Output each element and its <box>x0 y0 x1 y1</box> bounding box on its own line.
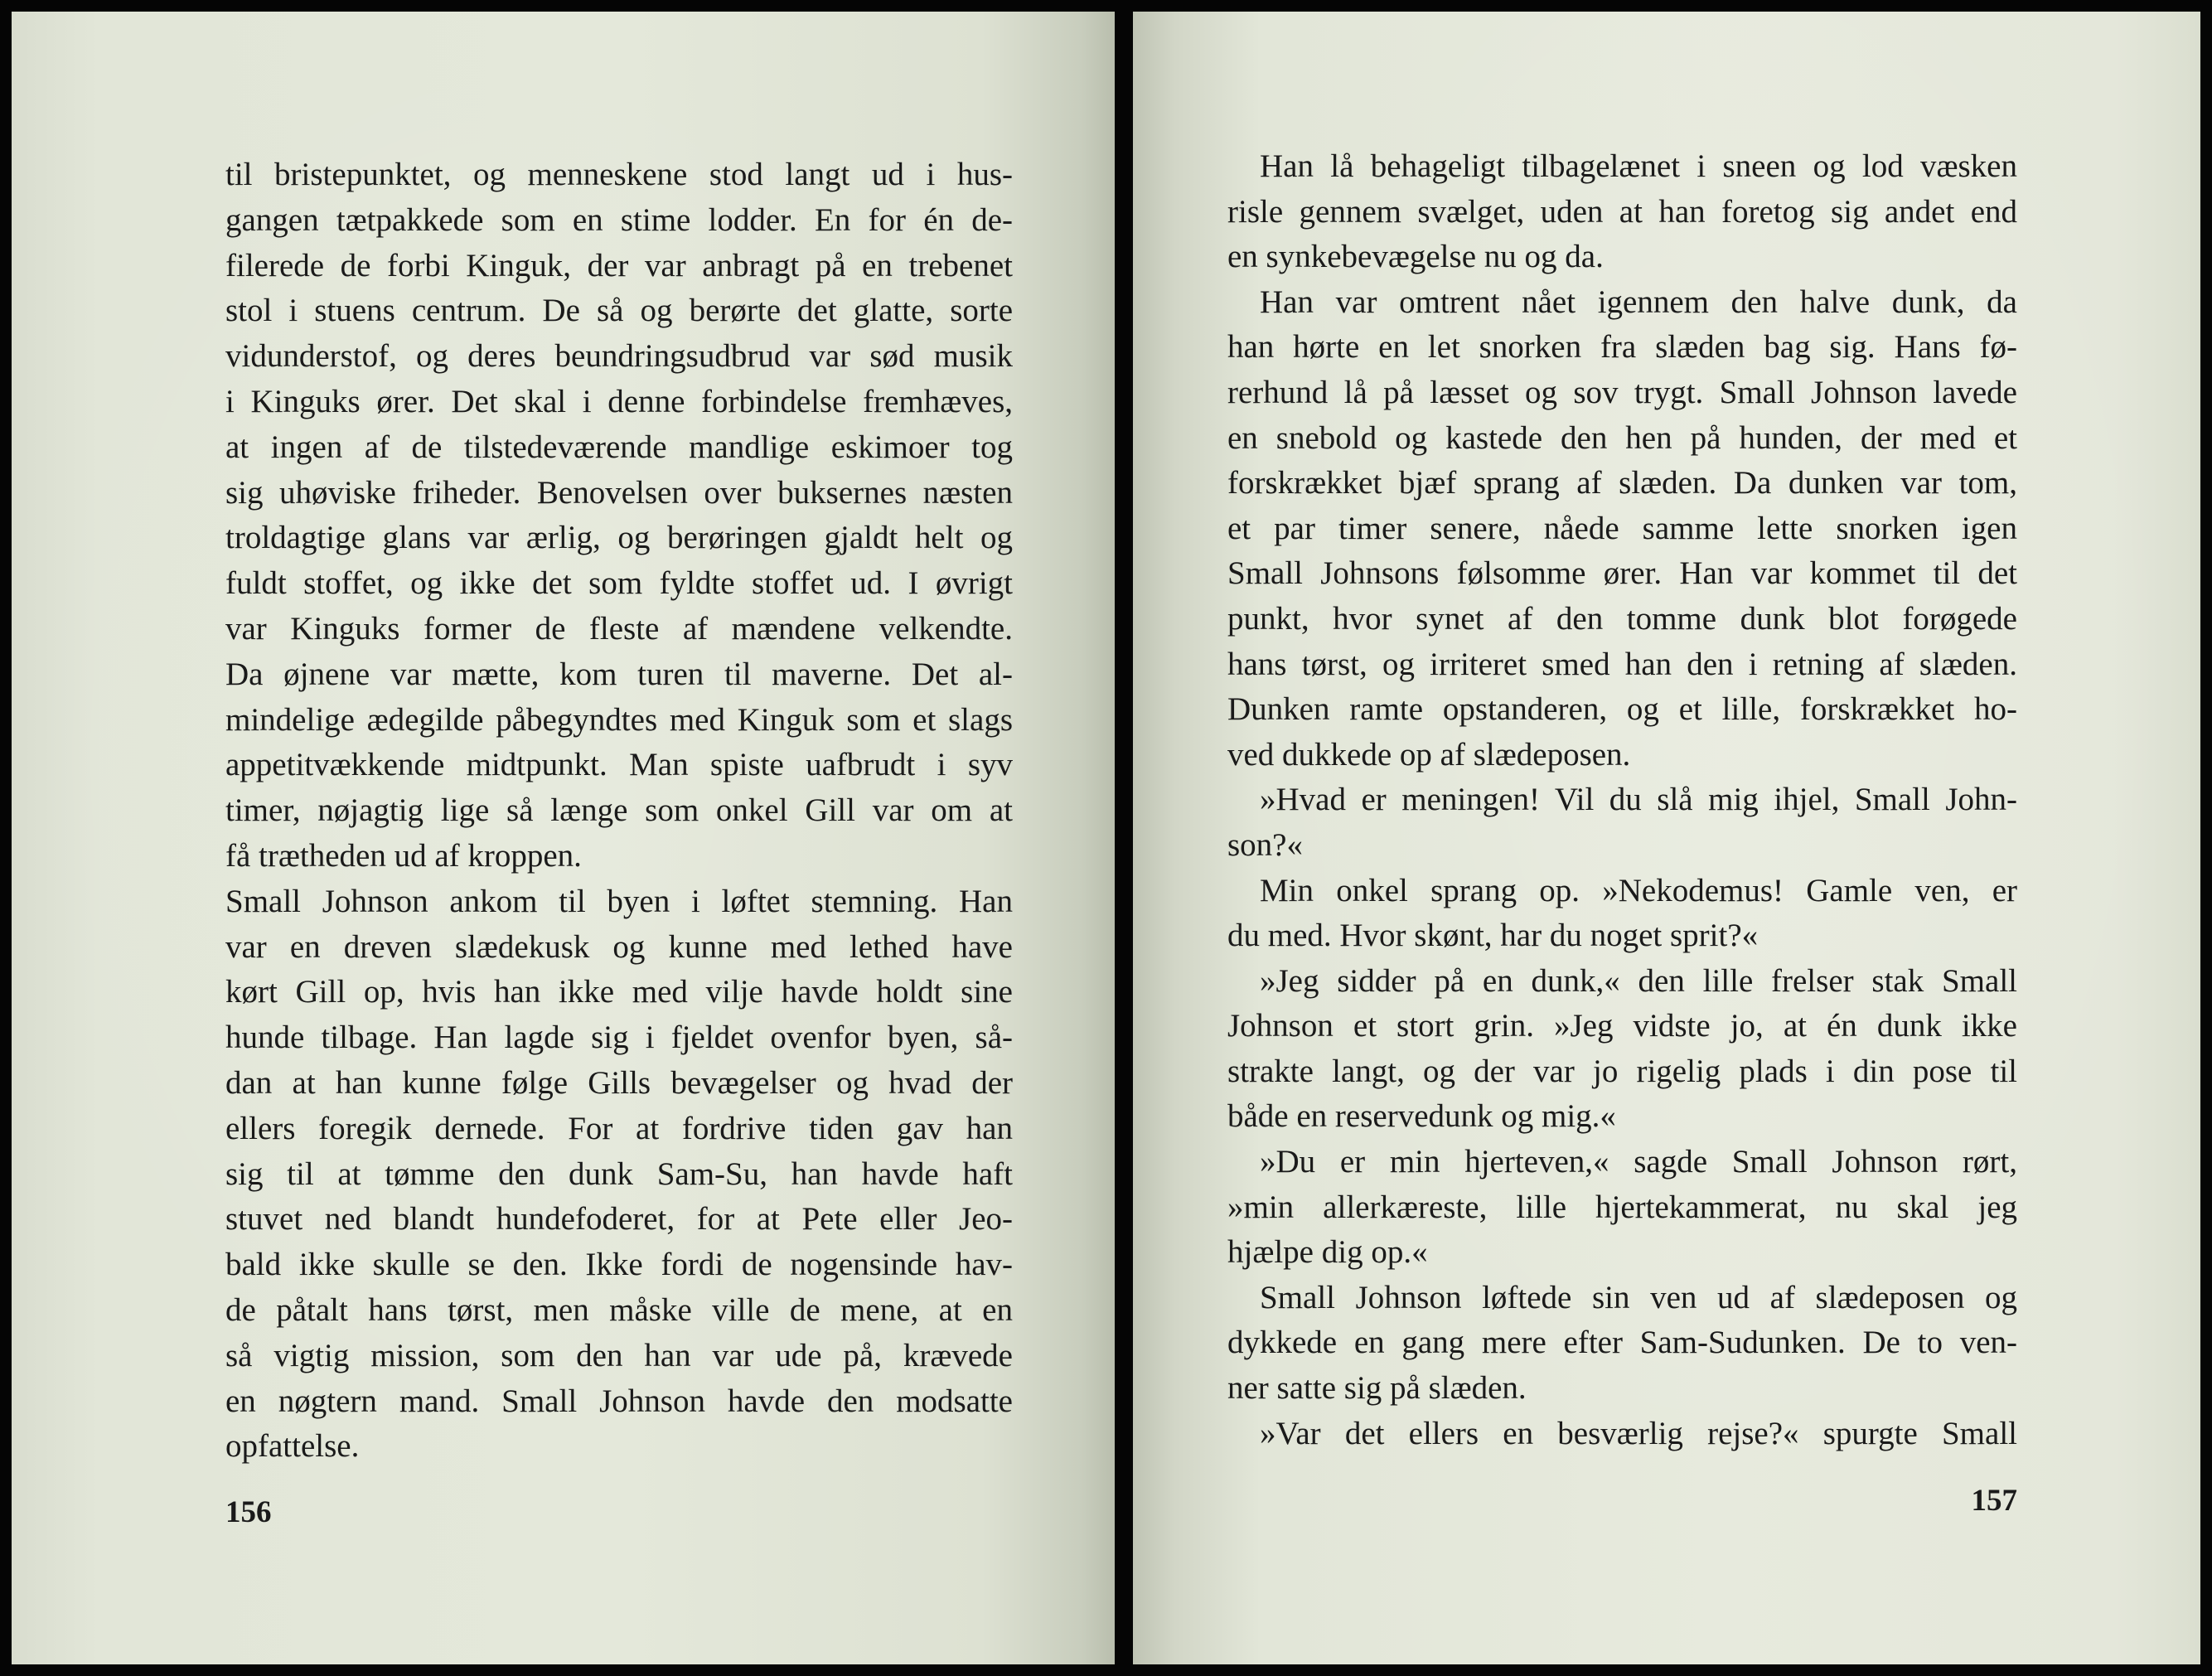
text-line: en nøgtern mand. Small Johnson havde den modsatte <box>225 1383 1013 1419</box>
text-line: ner satte sig på slæden. <box>1227 1370 1527 1407</box>
text-line: »Jeg sidder på en dunk,« den lille frelser stak Small <box>1260 962 2017 999</box>
text-line: punkt, hvor synet af den tomme dunk blot forøgede <box>1227 600 2017 637</box>
text-line: til bristepunktet, og menneskene stod langt ud i hus- <box>225 157 1013 192</box>
text-line: Small Johnsons følsomme ører. Han var kommet til det <box>1227 555 2017 592</box>
text-line: troldagtige glans var ærlig, og berøringen gjaldt helt og <box>225 520 1013 556</box>
text-line: son?« <box>1227 826 1303 863</box>
text-line: Johnson et stort grin. »Jeg vidste jo, at én dunk ikke <box>1227 1008 2017 1044</box>
text-line: Han var omtrent nået igennem den halve dunk, da <box>1260 283 2017 320</box>
text-line: du med. Hvor skønt, har du noget sprit?« <box>1227 918 1759 954</box>
text-line: var Kinguks former de fleste af mændene velkendte. <box>225 610 1013 647</box>
text-line: dykkede en gang mere efter Sam-Sudunken. De to ven- <box>1227 1325 2017 1361</box>
text-line: Small Johnson ankom til byen i løftet stemning. Han <box>225 883 1013 919</box>
text-line: »Var det ellers en besværlig rejse?« spurgte Small <box>1260 1415 2017 1451</box>
left-page <box>12 12 1115 1664</box>
text-line: en snebold og kastede den hen på hunden, der med et <box>1227 419 2017 456</box>
text-line: risle gennem svælget, uden at han foretog sig andet end <box>1227 193 2017 230</box>
right-page <box>1133 12 2200 1664</box>
text-line: et par timer senere, nåede samme lette snorken igen <box>1227 510 2017 546</box>
text-line: en synkebevægelse nu og da. <box>1227 239 1604 275</box>
text-line: mindelige ædegilde påbegyndtes med Kinguk som et slags <box>225 701 1013 738</box>
text-line: »min allerkæreste, lille hjertekammerat, nu skal jeg <box>1227 1189 2017 1225</box>
text-line: forskrækket bjæf sprang af slæden. Da dunken var tom, <box>1227 465 2017 501</box>
text-line: ved dukkede op af slædeposen. <box>1227 736 1631 773</box>
page-number: 156 <box>225 1495 272 1529</box>
text-line: både en reservedunk og mig.« <box>1227 1098 1616 1135</box>
page-body-text <box>225 153 1013 1470</box>
text-line: stol i stuens centrum. De så og berørte det glatte, sorte <box>225 293 1013 329</box>
text-line: han hørte en let snorken fra slæden bag sig. Hans fø- <box>1227 329 2017 366</box>
text-line: »Hvad er meningen! Vil du slå mig ihjel, Small John- <box>1260 782 2017 818</box>
text-line: timer, nøjagtig lige så længe som onkel Gill var om at <box>225 792 1013 829</box>
text-line: at ingen af de tilstedeværende mandlige eskimoer tog <box>225 429 1013 465</box>
text-line: strakte langt, og der var jo rigelig plads i din pose til <box>1227 1053 2017 1089</box>
text-line: Min onkel sprang op. »Nekodemus! Gamle ven, er <box>1260 872 2017 908</box>
text-line: bald ikke skulle se den. Ikke fordi de nogensinde hav- <box>225 1247 1013 1283</box>
text-line: få trætheden ud af kroppen. <box>225 837 582 874</box>
text-line: sig til at tømme den dunk Sam-Su, han havde haft <box>225 1155 1013 1192</box>
text-line: Da øjnene var mætte, kom turen til maverne. Det al- <box>225 656 1013 692</box>
text-line: ellers foregik dernede. For at fordrive tiden gav han <box>225 1110 1013 1146</box>
text-line: gangen tætpakkede som en stime lodder. En for én de- <box>225 201 1013 238</box>
text-line: de påtalt hans tørst, men måske ville de mene, at en <box>225 1291 1013 1328</box>
text-line: opfattelse. <box>225 1428 360 1465</box>
page-body-text <box>1227 144 2017 1456</box>
text-line: var en dreven slædekusk og kunne med lethed have <box>225 928 1013 965</box>
text-line: rerhund lå på læsset og sov trygt. Small Johnson lavede <box>1227 374 2017 410</box>
text-line: dan at han kunne følge Gills bevægelser og hvad der <box>225 1064 1013 1101</box>
text-line: filerede de forbi Kinguk, der var anbragt på en trebenet <box>225 247 1013 283</box>
text-line: Small Johnson løftede sin ven ud af slædeposen og <box>1260 1279 2017 1315</box>
text-line: kørt Gill op, hvis han ikke med vilje havde holdt sine <box>225 974 1013 1010</box>
text-line: i Kinguks ører. Det skal i denne forbindelse fremhæves, <box>225 383 1013 419</box>
text-line: så vigtig mission, som den han var ude på, krævede <box>225 1337 1013 1373</box>
text-line: vidunderstof, og deres beundringsudbrud var sød musik <box>225 338 1013 375</box>
text-line: Han lå behageligt tilbagelænet i sneen og lod væsken <box>1260 148 2017 184</box>
text-line: fuldt stoffet, og ikke det som fyldte stoffet ud. I øvrigt <box>225 565 1013 602</box>
text-line: »Du er min hjerteven,« sagde Small Johnson rørt, <box>1260 1144 2017 1180</box>
text-line: hjælpe dig op.« <box>1227 1234 1428 1271</box>
text-line: hans tørst, og irriteret smed han den i retning af slæden. <box>1227 646 2017 682</box>
text-line: sig uhøviske friheder. Benovelsen over buksernes næsten <box>225 474 1013 511</box>
text-line: appetitvækkende midtpunkt. Man spiste uafbrudt i syv <box>225 747 1013 783</box>
text-line: stuvet ned blandt hundefoderet, for at Pete eller Jeo- <box>225 1201 1013 1238</box>
text-line: hunde tilbage. Han lagde sig i fjeldet ovenfor byen, så- <box>225 1020 1013 1056</box>
text-line: Dunken ramte opstanderen, og et lille, forskrækket ho- <box>1227 691 2017 728</box>
page-number: 157 <box>1971 1484 2017 1518</box>
